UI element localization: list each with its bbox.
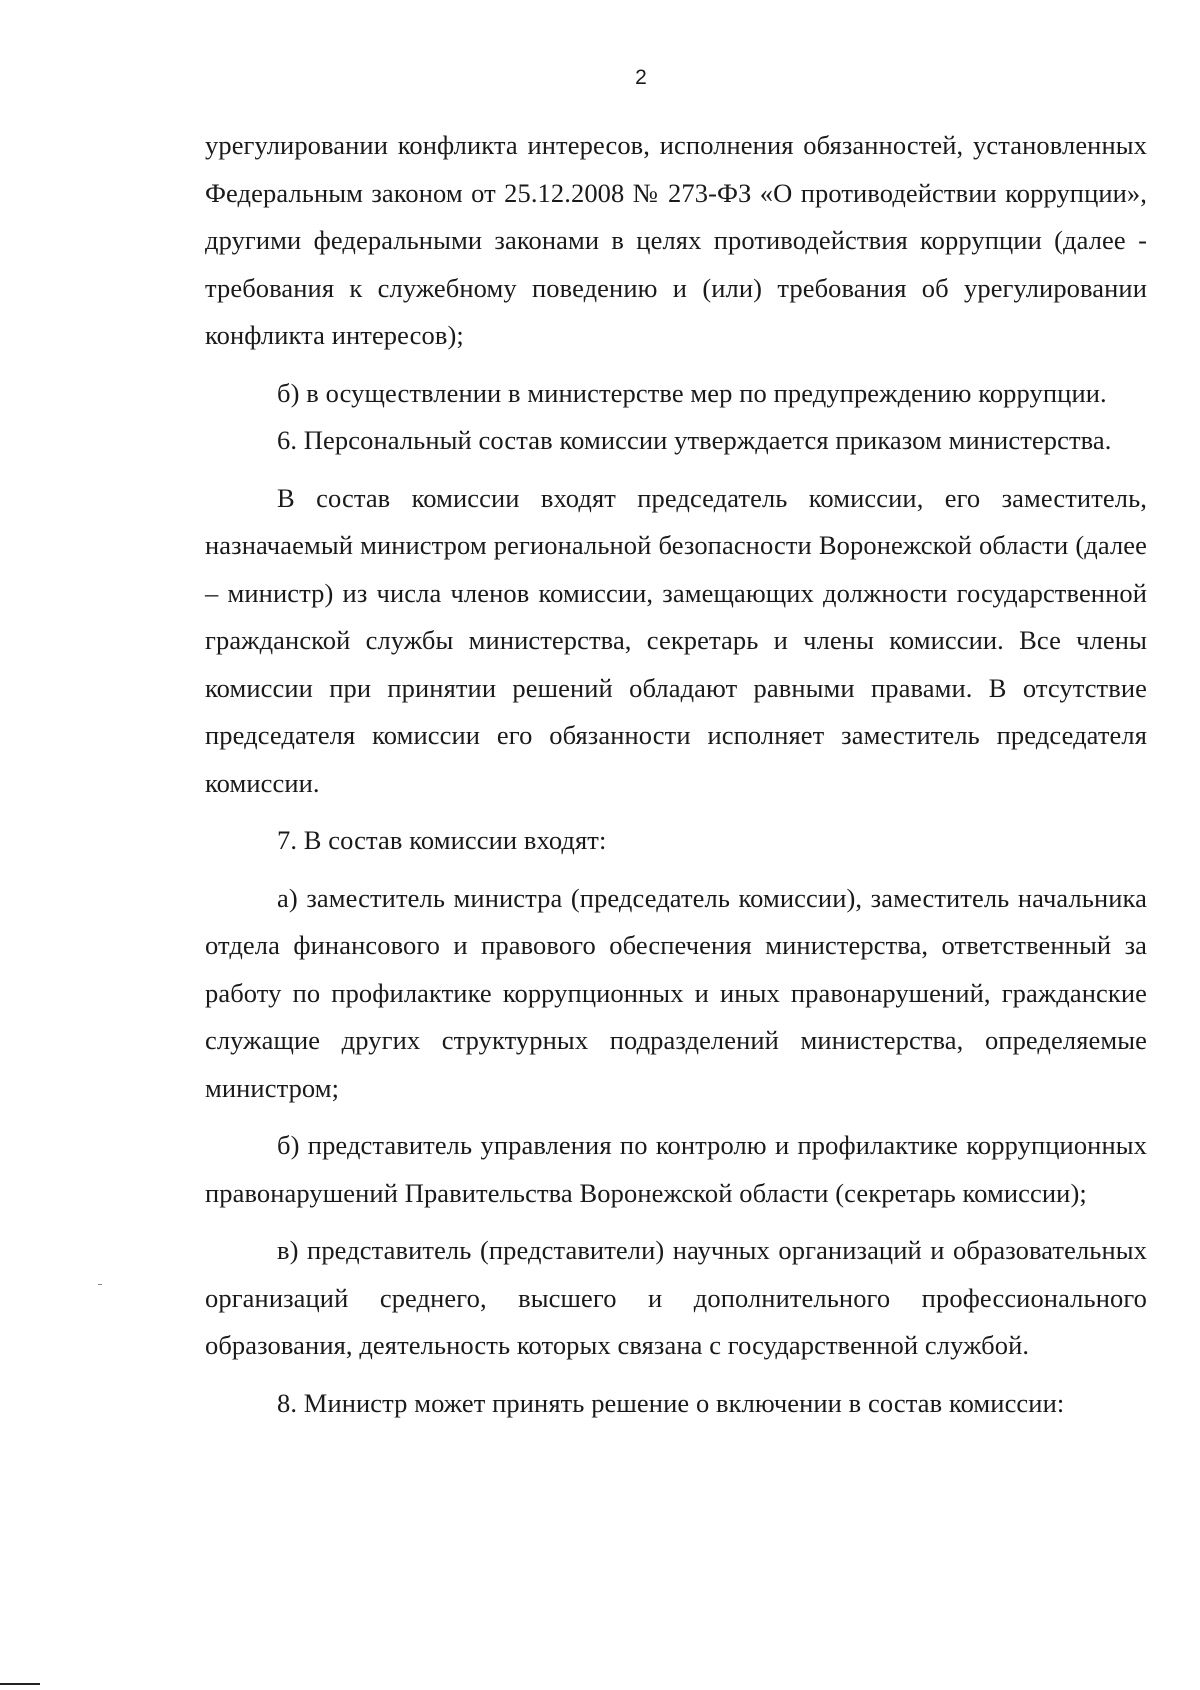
paragraph-item-8: 8. Министр может принять решение о включении в состав комиссии: [277,1387,1065,1418]
scan-mark [98,1284,102,1285]
page-number: 2 [635,66,647,89]
paragraph-continuation: урегулировании конфликта интересов, исполнения обязанностей, установленных Федеральным законом от 25.12.2008 № 273-ФЗ «О противодействии коррупции», другими федеральными законами в целях противодействия коррупции (далее - требования к служебному поведению и (или) требования об урегулировании конфликта интересов); [205,130,1147,350]
paragraph-item-7v: в) представитель (представители) научных организаций и образовательных организаций среднего, высшего и дополнительного профессионального образования, деятельность которых связана с государственной службой. [205,1235,1147,1360]
paragraph-item-b-measures: б) в осуществлении в министерстве мер по предупреждению коррупции. [277,377,1107,408]
document-body [205,122,1147,1427]
paragraph-commission-composition: В состав комиссии входят председатель комиссии, его заместитель, назначаемый министром региональной безопасности Воронежской области (далее – министр) из числа членов комиссии, замещающих должности государственной гражданской службы министерства, секретарь и члены комиссии. Все члены комиссии при принятии решений обладают равными правами. В отсутствие председателя комиссии его обязанности исполняет заместитель председателя комиссии. [205,482,1147,798]
paragraph-item-7: 7. В состав комиссии входят: [277,825,607,855]
scan-edge-line [0,1683,40,1685]
paragraph-item-6: 6. Персональный состав комиссии утверждается приказом министерства. [277,425,1112,455]
paragraph-item-7b: б) представитель управления по контролю и профилактике коррупционных правонарушений Правительства Воронежской области (секретарь комиссии); [205,1130,1147,1208]
paragraph-item-7a: а) заместитель министра (председатель комиссии), заместитель начальника отдела финансового и правового обеспечения министерства, ответственный за работу по профилактике коррупционных и иных правонарушений, гражданские служащие других структурных подразделений министерства, определяемые министром; [205,882,1147,1103]
